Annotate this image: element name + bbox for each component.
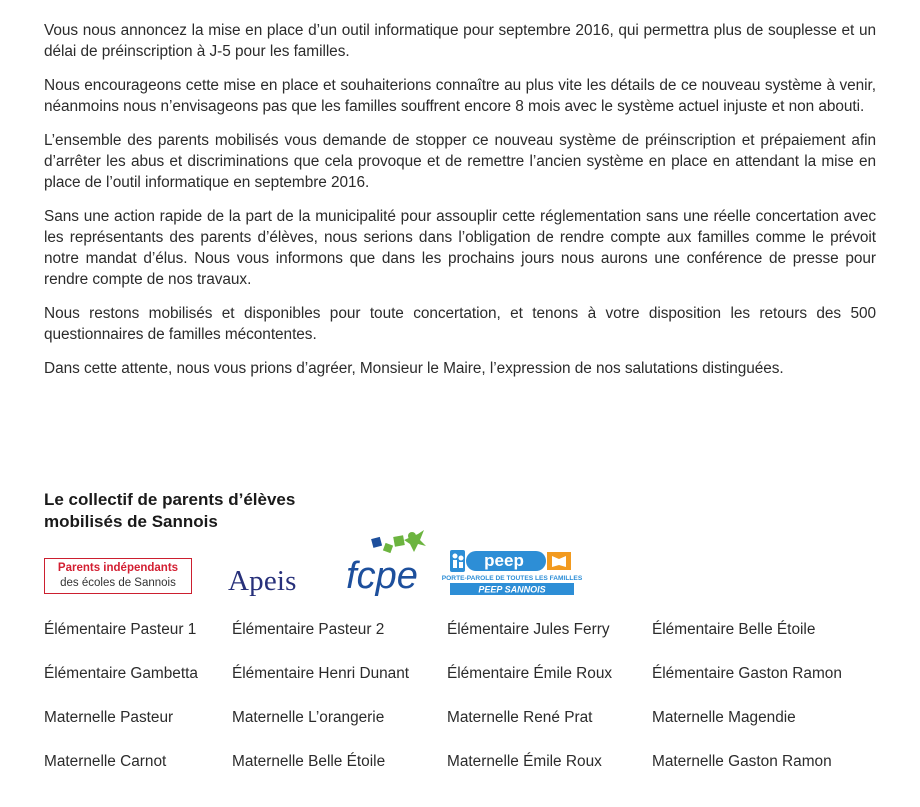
logo-text: des écoles de Sannois	[60, 577, 176, 589]
peep-logo	[441, 550, 583, 596]
paragraph: Vous nous annoncez la mise en place d’un outil informatique pour septembre 2016, qui permettra plus de souplesse et un délai de préinscription à J-5 pour les familles.	[44, 22, 876, 60]
school-name: Élémentaire Belle Étoile	[652, 621, 816, 638]
paragraph: Nous restons mobilisés et disponibles pour toute concertation, et tenons à votre disposition les retours des 500 questionnaires de familles mécontentes.	[44, 305, 876, 343]
signature-line: mobilisés de Sannois	[44, 512, 218, 531]
school-name: Élémentaire Henri Dunant	[232, 665, 410, 682]
paragraph: Nous encourageons cette mise en place et souhaiterions connaître au plus vite les détails de ce nouveau système à venir, néanmoins nous n’envisageons pas que les familles souffrent encore 8 mois avec le système actuel injuste et non abouti.	[44, 77, 876, 115]
school-name: Maternelle Pasteur	[44, 709, 174, 726]
peep-wordmark: peep	[484, 551, 524, 570]
fcpe-wordmark: fcpe	[346, 555, 418, 597]
fcpe-logo	[334, 530, 434, 600]
paragraph: Sans une action rapide de la part de la municipalité pour assouplir cette réglementation sans une réelle concertation avec les représentants des parents d’élèves, nous serions dans l’obligation de rendre compte aux familles comme le prévoit notre mandat d’élus. Nous vous informons que dans les prochains jours nous aurons une conférence de presse pour rendre compte de nos travaux.	[44, 208, 876, 288]
paragraph: Dans cette attente, nous vous prions d’agréer, Monsieur le Maire, l’expression de nos salutations distinguées.	[44, 360, 784, 377]
letter-body	[44, 20, 876, 392]
school-name: Maternelle René Prat	[447, 709, 593, 726]
peep-tagline: PORTE-PAROLE DE TOUTES LES FAMILLES	[441, 575, 583, 582]
logo-text: Parents indépendants	[57, 562, 179, 574]
school-name: Maternelle Gaston Ramon	[652, 753, 832, 770]
logos-row	[44, 530, 604, 602]
peep-figures-icon	[450, 550, 465, 572]
schools-row	[44, 620, 904, 664]
school-name: Élémentaire Pasteur 1	[44, 621, 197, 638]
signature-block	[44, 489, 295, 533]
school-name: Maternelle L’orangerie	[232, 709, 385, 726]
schools-row	[44, 752, 904, 796]
school-name: Maternelle Émile Roux	[447, 753, 602, 770]
signature-line: Le collectif de parents d’élèves	[44, 490, 296, 509]
schools-row	[44, 708, 904, 752]
school-name: Maternelle Magendie	[652, 709, 796, 726]
school-name: Élémentaire Émile Roux	[447, 665, 613, 682]
paragraph: L’ensemble des parents mobilisés vous demande de stopper ce nouveau système de préinscription et prépaiement afin d’arrêter les abus et discriminations que cela provoque et de remettre l’ancien système en place en attendant la mise en place de l’outil informatique en septembre 2016.	[44, 132, 876, 191]
schools-row	[44, 664, 904, 708]
school-name: Élémentaire Gambetta	[44, 665, 198, 682]
school-name: Élémentaire Jules Ferry	[447, 621, 610, 638]
peep-local-label: PEEP SANNOIS	[478, 584, 546, 595]
school-name: Élémentaire Gaston Ramon	[652, 665, 842, 682]
apeis-logo: Apeis	[228, 565, 297, 597]
schools-grid	[44, 620, 904, 796]
parents-independants-logo	[44, 558, 192, 594]
school-name: Maternelle Belle Étoile	[232, 753, 386, 770]
school-name: Maternelle Carnot	[44, 753, 167, 770]
school-name: Élémentaire Pasteur 2	[232, 621, 385, 638]
fcpe-figures-icon	[371, 530, 426, 553]
